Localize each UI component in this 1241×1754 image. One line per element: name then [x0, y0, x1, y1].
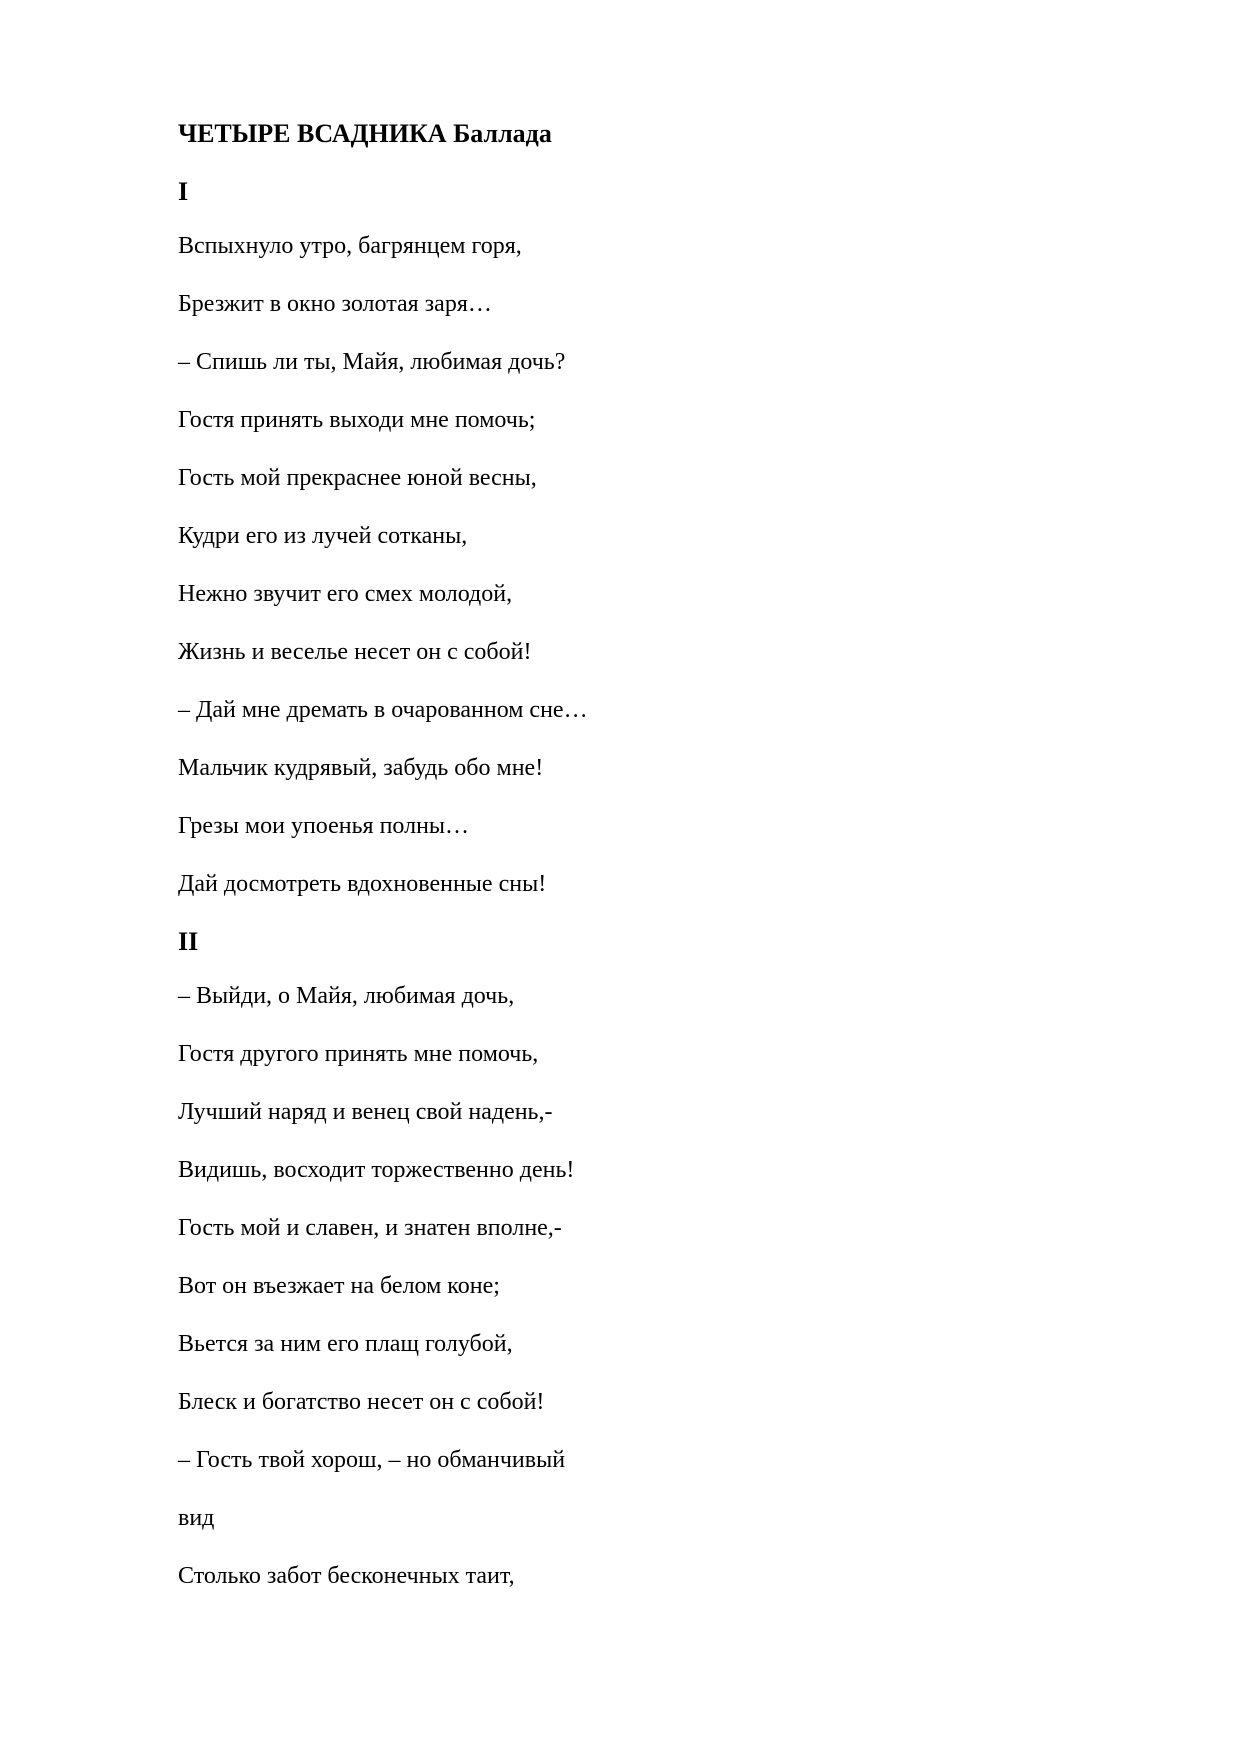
verse-line: Вспыхнуло утро, багрянцем горя, [178, 233, 522, 259]
section-2 [178, 926, 1078, 1592]
section-number: I [178, 177, 189, 206]
verse-line: – Гость твой хорош, – но обманчивый [178, 1447, 566, 1473]
verse-line: Гость мой прекраснее юной весны, [178, 465, 537, 491]
verse-line: – Дай мне дремать в очарованном сне… [178, 697, 588, 723]
verse-line: Кудри его из лучей сотканы, [178, 523, 468, 549]
verse-line: Блеск и богатство несет он с собой! [178, 1389, 545, 1415]
verse-line: Гостя другого принять мне помочь, [178, 1041, 539, 1067]
verse-line: Вьется за ним его плащ голубой, [178, 1331, 513, 1357]
verse-line: Гостя принять выходи мне помочь; [178, 407, 536, 433]
verse-line: – Выйди, о Майя, любимая дочь, [178, 983, 515, 1009]
poem-title: ЧЕТЫРЕ ВСАДНИКА Баллада [178, 119, 552, 148]
verse-line: Гость мой и славен, и знатен вполне,- [178, 1215, 562, 1241]
verse-line: Видишь, восходит торжественно день! [178, 1157, 575, 1183]
verse-line: Брезжит в окно золотая заря… [178, 291, 492, 317]
verse-line: вид [178, 1505, 215, 1531]
verse-line: Нежно звучит его смех молодой, [178, 581, 513, 607]
verse-line: Столько забот бесконечных таит, [178, 1563, 515, 1589]
verse-line: – Спишь ли ты, Майя, любимая дочь? [178, 349, 566, 375]
verse-line: Грезы мои упоенья полны… [178, 813, 470, 839]
verse-line: Жизнь и веселье несет он с собой! [178, 639, 532, 665]
verse-line: Вот он въезжает на белом коне; [178, 1273, 500, 1299]
section-number: II [178, 927, 199, 956]
verse-line: Дай досмотреть вдохновенные сны! [178, 871, 547, 897]
section-1 [178, 176, 1078, 900]
verse-line: Мальчик кудрявый, забудь обо мне! [178, 755, 544, 781]
verse-line: Лучший наряд и венец свой надень,- [178, 1099, 553, 1125]
poem-body [178, 118, 1078, 1618]
